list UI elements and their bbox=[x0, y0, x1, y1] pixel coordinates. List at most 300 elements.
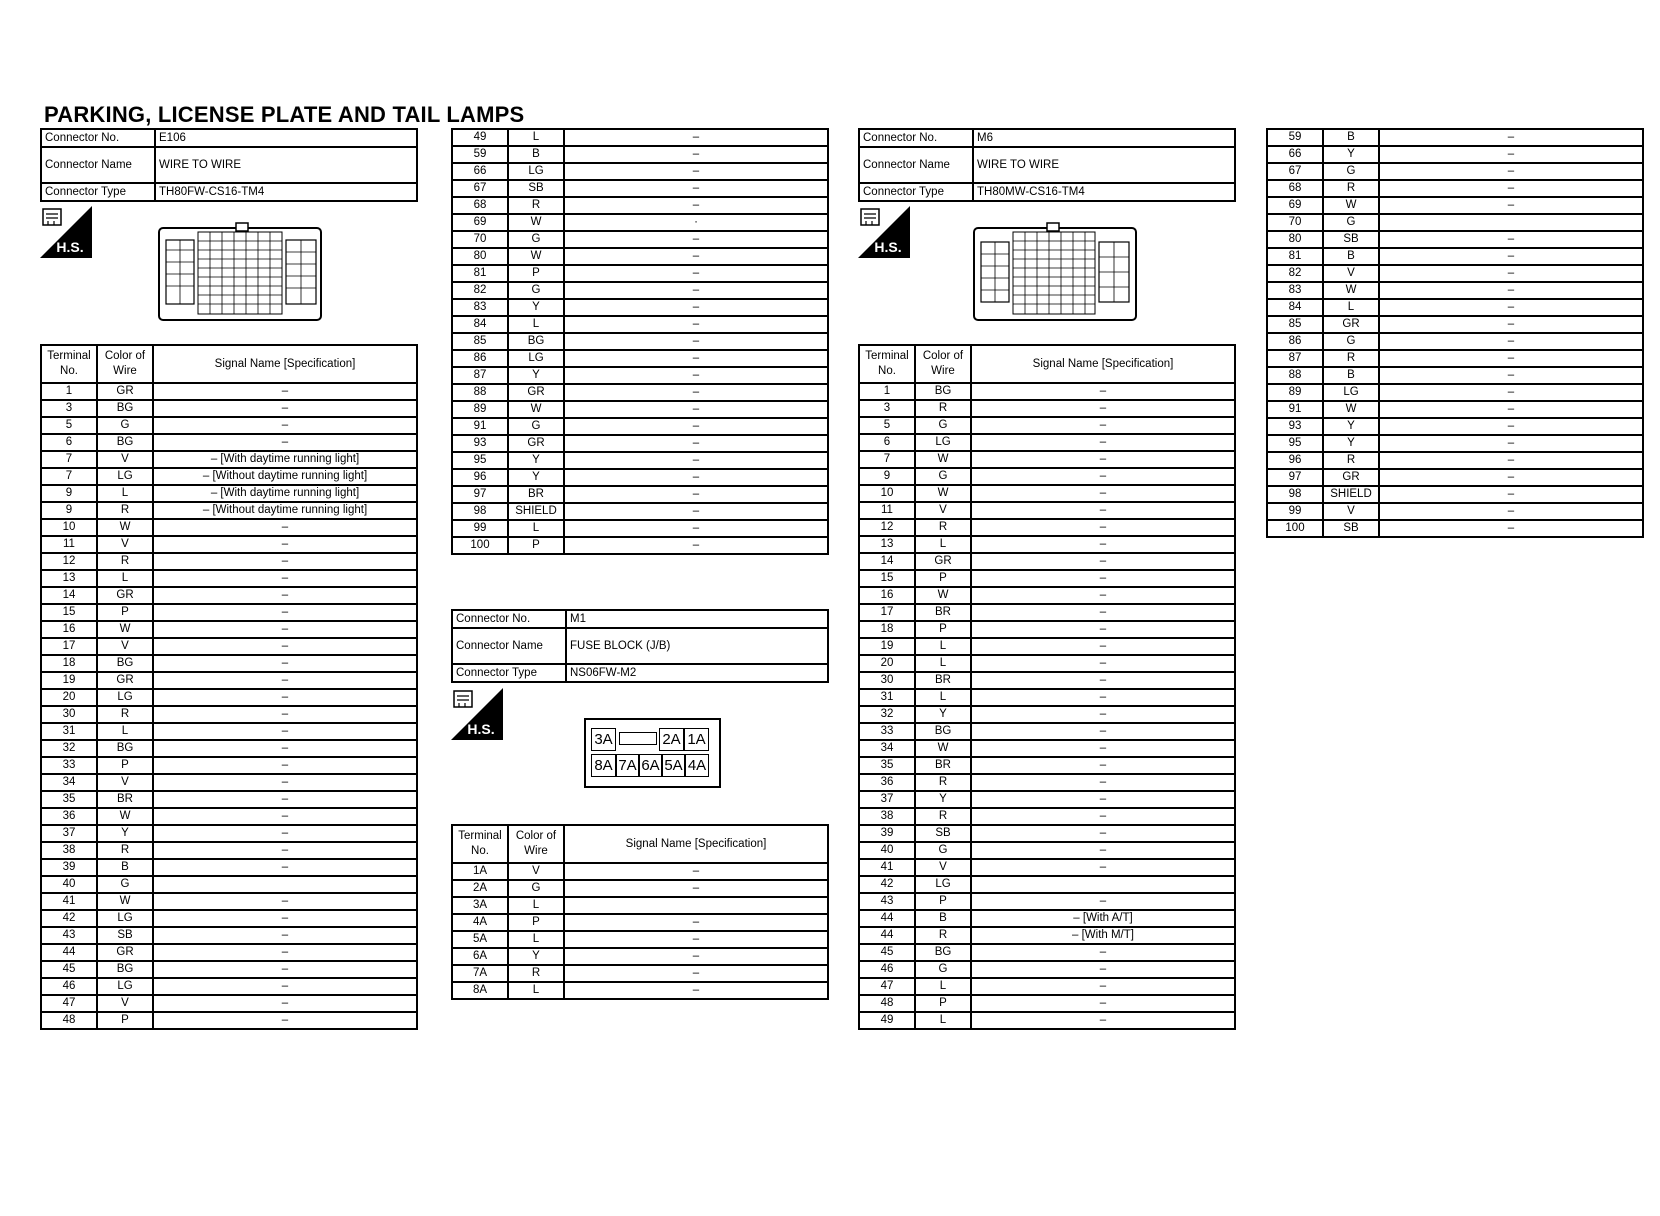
wire-color-cell: GR bbox=[1323, 316, 1379, 333]
signal-name-cell: – bbox=[153, 910, 417, 927]
signal-name-cell: – bbox=[971, 825, 1235, 842]
wire-color-cell: B bbox=[97, 859, 153, 876]
wire-color-cell: BR bbox=[508, 486, 564, 503]
signal-name-cell: – bbox=[153, 995, 417, 1012]
m6-connector-face-drawing bbox=[973, 222, 1137, 329]
terminal-row bbox=[41, 604, 417, 621]
color-of-wire-header: Color of Wire bbox=[915, 345, 971, 383]
wire-color-cell: R bbox=[915, 774, 971, 791]
wire-color-cell: GR bbox=[97, 672, 153, 689]
terminal-row bbox=[41, 995, 417, 1012]
signal-name-cell: – bbox=[564, 880, 828, 897]
signal-name-cell: – bbox=[971, 638, 1235, 655]
terminal-no-cell: 84 bbox=[1267, 299, 1323, 316]
m1-cavity: 4A bbox=[685, 754, 709, 777]
terminal-no-cell: 93 bbox=[452, 435, 508, 452]
terminal-row bbox=[41, 502, 417, 519]
wire-color-cell: L bbox=[915, 689, 971, 706]
wire-color-cell: W bbox=[97, 621, 153, 638]
wire-color-cell: Y bbox=[1323, 435, 1379, 452]
terminal-row bbox=[41, 825, 417, 842]
signal-name-cell: – bbox=[971, 604, 1235, 621]
wire-color-cell: V bbox=[915, 859, 971, 876]
terminal-no-cell: 88 bbox=[1267, 367, 1323, 384]
terminal-row bbox=[41, 519, 417, 536]
wire-color-cell: W bbox=[915, 587, 971, 604]
terminal-row bbox=[859, 808, 1235, 825]
wire-color-cell: BG bbox=[508, 333, 564, 350]
wire-color-cell: R bbox=[1323, 452, 1379, 469]
terminal-row bbox=[859, 893, 1235, 910]
hs-label: H.S. bbox=[874, 239, 902, 255]
signal-name-cell: – bbox=[564, 231, 828, 248]
terminal-no-cell: 6A bbox=[452, 948, 508, 965]
terminal-no-cell: 83 bbox=[452, 299, 508, 316]
terminal-row bbox=[452, 265, 828, 282]
terminal-row bbox=[452, 965, 828, 982]
connector-name-label: Connector Name bbox=[41, 147, 155, 183]
wire-color-cell: G bbox=[508, 880, 564, 897]
terminal-row bbox=[452, 350, 828, 367]
terminal-row bbox=[41, 961, 417, 978]
terminal-no-cell: 17 bbox=[41, 638, 97, 655]
connector-m1-info bbox=[451, 609, 829, 683]
terminal-no-cell: 46 bbox=[41, 978, 97, 995]
wire-color-cell: R bbox=[508, 197, 564, 214]
signal-name-cell: – bbox=[564, 982, 828, 999]
signal-name-cell: – bbox=[1379, 418, 1643, 435]
signal-name-header: Signal Name [Specification] bbox=[971, 345, 1235, 383]
wire-color-cell: W bbox=[97, 808, 153, 825]
terminal-no-cell: 20 bbox=[41, 689, 97, 706]
terminal-no-cell: 43 bbox=[859, 893, 915, 910]
terminal-row bbox=[1267, 452, 1643, 469]
signal-name-cell: – bbox=[971, 655, 1235, 672]
wire-color-cell: W bbox=[1323, 401, 1379, 418]
terminal-no-cell: 44 bbox=[859, 910, 915, 927]
terminal-no-cell: 32 bbox=[859, 706, 915, 723]
terminal-row bbox=[452, 435, 828, 452]
terminal-no-cell: 96 bbox=[1267, 452, 1323, 469]
wire-color-cell: G bbox=[1323, 333, 1379, 350]
terminal-no-cell: 93 bbox=[1267, 418, 1323, 435]
terminal-row bbox=[41, 672, 417, 689]
terminal-no-cell: 8A bbox=[452, 982, 508, 999]
wire-color-cell: BG bbox=[915, 723, 971, 740]
terminal-row bbox=[859, 859, 1235, 876]
terminal-row bbox=[41, 400, 417, 417]
terminal-no-cell: 59 bbox=[1267, 129, 1323, 146]
terminal-no-cell: 34 bbox=[41, 774, 97, 791]
terminal-no-cell: 91 bbox=[452, 418, 508, 435]
signal-name-cell: – bbox=[564, 350, 828, 367]
terminal-no-cell: 35 bbox=[41, 791, 97, 808]
terminal-no-cell: 32 bbox=[41, 740, 97, 757]
wire-color-cell: Y bbox=[508, 452, 564, 469]
wire-color-cell: Y bbox=[915, 706, 971, 723]
terminal-no-cell: 45 bbox=[859, 944, 915, 961]
wire-color-cell: B bbox=[508, 146, 564, 163]
signal-name-cell: – bbox=[971, 502, 1235, 519]
wire-color-cell: BG bbox=[97, 400, 153, 417]
terminal-row bbox=[41, 774, 417, 791]
wire-color-cell: Y bbox=[508, 469, 564, 486]
terminal-no-cell: 48 bbox=[859, 995, 915, 1012]
wire-color-cell: BG bbox=[97, 740, 153, 757]
wire-color-cell: BG bbox=[915, 383, 971, 400]
terminal-no-cell: 31 bbox=[41, 723, 97, 740]
signal-name-cell: – bbox=[564, 401, 828, 418]
wire-color-cell: R bbox=[1323, 350, 1379, 367]
signal-name-cell: – bbox=[971, 485, 1235, 502]
connector-type-label: Connector Type bbox=[41, 183, 155, 201]
signal-name-cell: – bbox=[971, 587, 1235, 604]
signal-name-cell: – bbox=[153, 689, 417, 706]
wire-color-cell: GR bbox=[97, 587, 153, 604]
signal-name-cell: – bbox=[564, 435, 828, 452]
terminal-row bbox=[859, 468, 1235, 485]
terminal-no-cell: 82 bbox=[1267, 265, 1323, 282]
terminal-no-cell: 14 bbox=[859, 553, 915, 570]
terminal-no-cell: 45 bbox=[41, 961, 97, 978]
terminal-row bbox=[452, 197, 828, 214]
wire-color-cell: W bbox=[508, 401, 564, 418]
signal-name-cell: – bbox=[1379, 299, 1643, 316]
terminal-no-cell: 33 bbox=[859, 723, 915, 740]
terminal-no-cell: 5A bbox=[452, 931, 508, 948]
signal-name-cell: – bbox=[153, 774, 417, 791]
wire-color-cell: V bbox=[97, 451, 153, 468]
terminal-row bbox=[41, 621, 417, 638]
terminal-no-cell: 68 bbox=[452, 197, 508, 214]
terminal-no-cell: 88 bbox=[452, 384, 508, 401]
signal-name-cell: – bbox=[564, 265, 828, 282]
wire-color-cell: L bbox=[508, 931, 564, 948]
terminal-no-cell: 1 bbox=[859, 383, 915, 400]
hs-harness-side-icon bbox=[40, 206, 92, 258]
terminal-no-cell: 39 bbox=[859, 825, 915, 842]
signal-name-cell: – bbox=[564, 503, 828, 520]
signal-name-cell: – bbox=[564, 452, 828, 469]
wire-color-cell: BR bbox=[915, 757, 971, 774]
terminal-row bbox=[859, 757, 1235, 774]
signal-name-cell: – bbox=[564, 316, 828, 333]
wire-color-cell: L bbox=[508, 129, 564, 146]
wire-color-cell: BG bbox=[97, 655, 153, 672]
terminal-row bbox=[859, 400, 1235, 417]
terminal-row bbox=[1267, 248, 1643, 265]
terminal-no-cell: 30 bbox=[859, 672, 915, 689]
signal-name-cell: – bbox=[1379, 248, 1643, 265]
wire-color-cell: LG bbox=[915, 434, 971, 451]
terminal-row bbox=[41, 757, 417, 774]
signal-name-cell: – [Without daytime running light] bbox=[153, 502, 417, 519]
terminal-no-cell: 91 bbox=[1267, 401, 1323, 418]
signal-name-cell: – bbox=[1379, 231, 1643, 248]
wire-color-cell: GR bbox=[508, 435, 564, 452]
signal-name-cell: – bbox=[153, 723, 417, 740]
signal-name-cell: – bbox=[564, 248, 828, 265]
terminal-no-cell: 4A bbox=[452, 914, 508, 931]
terminal-no-cell: 97 bbox=[452, 486, 508, 503]
wire-color-cell: Y bbox=[915, 791, 971, 808]
signal-name-cell: – [With A/T] bbox=[971, 910, 1235, 927]
connector-type-value: TH80MW-CS16-TM4 bbox=[973, 183, 1235, 201]
terminal-row bbox=[41, 638, 417, 655]
signal-name-cell: – bbox=[1379, 452, 1643, 469]
signal-name-cell: – bbox=[153, 740, 417, 757]
signal-name-cell: – bbox=[971, 383, 1235, 400]
signal-name-cell: – bbox=[971, 553, 1235, 570]
signal-name-cell bbox=[153, 876, 417, 893]
terminal-row bbox=[859, 723, 1235, 740]
wire-color-cell: P bbox=[915, 570, 971, 587]
terminal-no-cell: 7 bbox=[859, 451, 915, 468]
m1-cavity: 6A bbox=[639, 754, 662, 777]
signal-name-cell: – bbox=[971, 706, 1235, 723]
wire-color-cell: BR bbox=[915, 672, 971, 689]
signal-name-cell: – bbox=[564, 948, 828, 965]
signal-name-cell: – bbox=[971, 808, 1235, 825]
signal-name-header: Signal Name [Specification] bbox=[564, 825, 828, 863]
signal-name-cell: – bbox=[153, 621, 417, 638]
terminal-row bbox=[41, 808, 417, 825]
signal-name-cell: – bbox=[564, 863, 828, 880]
connector-name-value: FUSE BLOCK (J/B) bbox=[566, 628, 828, 664]
signal-name-cell: – bbox=[1379, 316, 1643, 333]
signal-name-cell: – bbox=[1379, 486, 1643, 503]
terminal-row bbox=[452, 384, 828, 401]
signal-name-cell: – bbox=[971, 723, 1235, 740]
terminal-row bbox=[452, 316, 828, 333]
terminal-no-cell: 38 bbox=[41, 842, 97, 859]
signal-name-cell: – bbox=[971, 995, 1235, 1012]
m1-cavity: 2A bbox=[659, 728, 684, 751]
terminal-row bbox=[859, 672, 1235, 689]
terminal-row bbox=[41, 893, 417, 910]
signal-name-cell: – bbox=[971, 672, 1235, 689]
terminal-no-cell: 6 bbox=[859, 434, 915, 451]
signal-name-cell: – bbox=[153, 383, 417, 400]
wire-color-cell: G bbox=[97, 876, 153, 893]
wire-color-cell: P bbox=[508, 265, 564, 282]
terminal-no-cell: 9 bbox=[41, 485, 97, 502]
terminal-no-cell: 47 bbox=[859, 978, 915, 995]
signal-name-cell: – bbox=[153, 978, 417, 995]
terminal-row bbox=[859, 706, 1235, 723]
terminal-row bbox=[41, 944, 417, 961]
connector-type-label: Connector Type bbox=[859, 183, 973, 201]
signal-name-cell: – bbox=[153, 434, 417, 451]
signal-name-cell: – bbox=[153, 638, 417, 655]
wire-color-cell: P bbox=[97, 1012, 153, 1029]
terminal-no-cell: 5 bbox=[859, 417, 915, 434]
connector-type-label: Connector Type bbox=[452, 664, 566, 682]
terminal-row bbox=[859, 485, 1235, 502]
terminal-row bbox=[859, 621, 1235, 638]
signal-name-cell: – bbox=[564, 931, 828, 948]
signal-name-cell: – bbox=[1379, 469, 1643, 486]
terminal-row bbox=[859, 774, 1235, 791]
terminal-row bbox=[452, 333, 828, 350]
terminal-row bbox=[1267, 163, 1643, 180]
wire-color-cell: P bbox=[97, 604, 153, 621]
terminal-row bbox=[41, 723, 417, 740]
terminal-no-cell: 11 bbox=[41, 536, 97, 553]
wire-color-cell: R bbox=[97, 553, 153, 570]
terminal-row bbox=[41, 689, 417, 706]
signal-name-cell: – bbox=[971, 400, 1235, 417]
terminal-no-cell: 36 bbox=[859, 774, 915, 791]
terminal-no-cell: 95 bbox=[452, 452, 508, 469]
terminal-no-header: Terminal No. bbox=[41, 345, 97, 383]
terminal-no-cell: 43 bbox=[41, 927, 97, 944]
hs-harness-side-icon bbox=[451, 688, 503, 740]
terminal-row bbox=[41, 1012, 417, 1029]
wire-color-cell: L bbox=[508, 982, 564, 999]
signal-name-cell: – bbox=[564, 197, 828, 214]
terminal-no-cell: 14 bbox=[41, 587, 97, 604]
terminal-no-cell: 33 bbox=[41, 757, 97, 774]
signal-name-cell: – bbox=[971, 434, 1235, 451]
wire-color-cell: GR bbox=[97, 944, 153, 961]
signal-name-cell bbox=[1379, 214, 1643, 231]
terminal-no-cell: 36 bbox=[41, 808, 97, 825]
terminal-no-cell: 84 bbox=[452, 316, 508, 333]
m6-terminal-table-continued bbox=[1266, 128, 1644, 538]
signal-name-cell: – [With M/T] bbox=[971, 927, 1235, 944]
terminal-no-header: Terminal No. bbox=[859, 345, 915, 383]
terminal-row bbox=[452, 982, 828, 999]
terminal-row bbox=[41, 910, 417, 927]
wire-color-cell: LG bbox=[915, 876, 971, 893]
wire-color-cell: BR bbox=[97, 791, 153, 808]
wire-color-cell: GR bbox=[1323, 469, 1379, 486]
terminal-no-cell: 7 bbox=[41, 468, 97, 485]
signal-name-cell: – bbox=[971, 417, 1235, 434]
signal-name-cell: – bbox=[564, 180, 828, 197]
wire-color-cell: G bbox=[915, 468, 971, 485]
signal-name-cell: – bbox=[971, 740, 1235, 757]
terminal-no-cell: 97 bbox=[1267, 469, 1323, 486]
wire-color-cell: L bbox=[915, 1012, 971, 1029]
terminal-row bbox=[41, 927, 417, 944]
signal-name-cell: – bbox=[971, 536, 1235, 553]
signal-name-cell: – bbox=[564, 486, 828, 503]
signal-name-cell: – bbox=[1379, 401, 1643, 418]
terminal-no-cell: 98 bbox=[1267, 486, 1323, 503]
signal-name-cell: – bbox=[564, 282, 828, 299]
terminal-row bbox=[41, 740, 417, 757]
terminal-no-cell: 19 bbox=[859, 638, 915, 655]
wire-color-cell: R bbox=[915, 519, 971, 536]
terminal-row bbox=[452, 503, 828, 520]
terminal-row bbox=[452, 452, 828, 469]
signal-name-cell: – bbox=[153, 536, 417, 553]
wire-color-cell: L bbox=[97, 723, 153, 740]
terminal-no-cell: 95 bbox=[1267, 435, 1323, 452]
terminal-row bbox=[452, 299, 828, 316]
signal-name-cell: – bbox=[971, 519, 1235, 536]
terminal-row bbox=[41, 859, 417, 876]
wire-color-cell: G bbox=[915, 842, 971, 859]
wire-color-cell: G bbox=[508, 418, 564, 435]
signal-name-cell: – bbox=[153, 944, 417, 961]
wire-color-cell: W bbox=[1323, 282, 1379, 299]
signal-name-cell: – bbox=[153, 400, 417, 417]
terminal-row bbox=[1267, 333, 1643, 350]
wire-color-cell: V bbox=[97, 995, 153, 1012]
signal-name-cell: – bbox=[564, 299, 828, 316]
signal-name-cell: – bbox=[153, 604, 417, 621]
terminal-row bbox=[859, 927, 1235, 944]
wire-color-cell: B bbox=[1323, 129, 1379, 146]
signal-name-cell: – bbox=[564, 520, 828, 537]
terminal-no-cell: 17 bbox=[859, 604, 915, 621]
signal-name-cell: – bbox=[564, 418, 828, 435]
terminal-no-cell: 3 bbox=[859, 400, 915, 417]
terminal-row bbox=[41, 655, 417, 672]
signal-name-cell: – bbox=[1379, 367, 1643, 384]
color-of-wire-header: Color of Wire bbox=[97, 345, 153, 383]
wire-color-cell: L bbox=[915, 638, 971, 655]
terminal-no-cell: 9 bbox=[41, 502, 97, 519]
wire-color-cell: W bbox=[915, 485, 971, 502]
terminal-row bbox=[41, 468, 417, 485]
terminal-no-cell: 85 bbox=[1267, 316, 1323, 333]
page-title: PARKING, LICENSE PLATE AND TAIL LAMPS bbox=[44, 102, 525, 127]
signal-name-cell: – bbox=[153, 757, 417, 774]
signal-name-cell: – bbox=[153, 519, 417, 536]
wire-color-cell: Y bbox=[508, 299, 564, 316]
terminal-no-cell: 41 bbox=[859, 859, 915, 876]
terminal-row bbox=[41, 978, 417, 995]
wire-color-cell: V bbox=[915, 502, 971, 519]
signal-name-cell: – bbox=[971, 621, 1235, 638]
wire-color-cell: L bbox=[97, 485, 153, 502]
terminal-row bbox=[452, 931, 828, 948]
terminal-row bbox=[1267, 435, 1643, 452]
terminal-no-cell: 82 bbox=[452, 282, 508, 299]
wire-color-cell: R bbox=[915, 400, 971, 417]
wire-color-cell: R bbox=[97, 706, 153, 723]
terminal-no-cell: 69 bbox=[1267, 197, 1323, 214]
terminal-no-cell: 9 bbox=[859, 468, 915, 485]
terminal-row bbox=[1267, 146, 1643, 163]
terminal-row bbox=[41, 451, 417, 468]
wire-color-cell: P bbox=[915, 893, 971, 910]
terminal-row bbox=[859, 587, 1235, 604]
wire-color-cell: G bbox=[915, 961, 971, 978]
signal-name-cell: – bbox=[1379, 197, 1643, 214]
terminal-row bbox=[859, 570, 1235, 587]
wire-color-cell: Y bbox=[508, 948, 564, 965]
terminal-row bbox=[41, 434, 417, 451]
wire-color-cell: LG bbox=[97, 689, 153, 706]
terminal-row bbox=[1267, 299, 1643, 316]
signal-name-cell: – bbox=[153, 417, 417, 434]
terminal-row bbox=[1267, 214, 1643, 231]
wire-color-cell: L bbox=[915, 655, 971, 672]
terminal-no-cell: 67 bbox=[1267, 163, 1323, 180]
signal-name-cell: – bbox=[971, 1012, 1235, 1029]
wire-color-cell: G bbox=[508, 231, 564, 248]
terminal-row bbox=[1267, 282, 1643, 299]
signal-name-cell: – [With daytime running light] bbox=[153, 451, 417, 468]
terminal-no-cell: 86 bbox=[1267, 333, 1323, 350]
terminal-no-cell: 15 bbox=[41, 604, 97, 621]
terminal-no-cell: 35 bbox=[859, 757, 915, 774]
